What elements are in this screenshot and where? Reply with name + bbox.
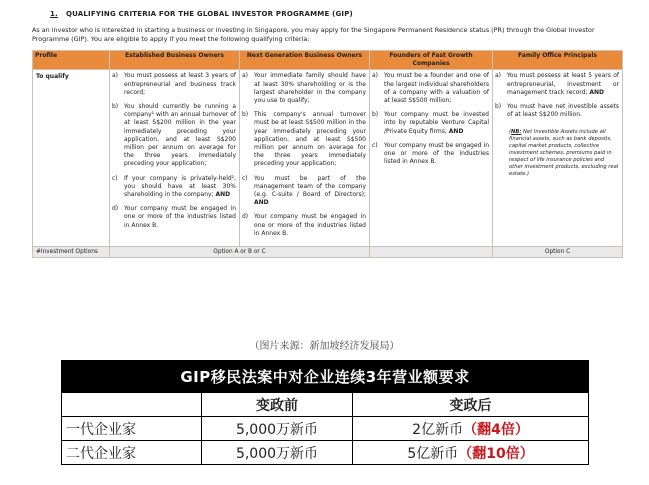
- criteria-item-text: [124, 72, 236, 97]
- comparison-title: GIP移民法案中对企业连续3年营业额要求: [62, 361, 589, 393]
- gip-document: [32, 10, 622, 258]
- criteria-item-body: You must possess at least 3 years of entrepreneurial and business track record;: [124, 72, 236, 96]
- after-value-first-gen: 2亿新币: [412, 421, 464, 438]
- nb-note: (NB: Net Investible Assets include all financial assets, such as bank deposits, capital market products, collective investment schemes, premiums paid in respect of life insurance policies and other investment products, excluding real estate.): [509, 129, 619, 178]
- criteria-item-text: [124, 175, 236, 200]
- header-family-office: Family Office Principals: [493, 51, 623, 70]
- criteria-item-body: You must be a founder and one of the largest individual shareholders of a company with a valuation of at least S$500 million;: [384, 72, 489, 105]
- criteria-item-body: You must be part of the management team of the company (e.g. C-suite / Board of Directors);: [254, 174, 366, 199]
- criteria-conjunction: AND: [254, 199, 269, 207]
- section-heading: [50, 10, 622, 18]
- after-cell-first-gen: [353, 417, 589, 441]
- founders-criteria: [370, 70, 493, 247]
- criteria-item-text: [507, 103, 619, 119]
- qualifying-criteria-table: [32, 50, 623, 258]
- criteria-conjunction: AND: [589, 88, 605, 96]
- options-empty: [370, 247, 493, 258]
- criteria-item-key: c): [372, 141, 378, 149]
- criteria-item-text: [384, 111, 489, 136]
- criteria-item-body: If your company is privately-held², you should have at least 30% shareholding in the company;: [124, 174, 236, 199]
- criteria-item-text: [384, 72, 489, 105]
- criteria-row: [33, 70, 623, 247]
- criteria-item: [112, 175, 236, 200]
- image-caption: （图片来源：新加坡经济发展局）: [249, 341, 400, 352]
- multiplier-note-second-gen: （翻10倍）: [458, 445, 534, 462]
- criteria-item: [242, 213, 366, 238]
- criteria-item-key: c): [242, 174, 248, 182]
- criteria-item-text: [254, 175, 366, 208]
- criteria-item: [495, 103, 619, 119]
- criteria-item: [372, 72, 489, 105]
- criteria-item-body: This company's annual turnover must be at least S$500 million in the year immediately preceding your application, and at least S$500 million per annum on average for the three years immediately preceding your application;: [254, 111, 366, 168]
- established-criteria: [110, 70, 240, 247]
- criteria-item-key: b): [372, 111, 379, 119]
- header-profile: Profile: [33, 51, 110, 70]
- criteria-item: [372, 142, 489, 167]
- nb-text: Net Investible Assets include all financial assets, such as bank deposits, capital market products, collective investment schemes, premiums paid in respect of life insurance policies and other investment products, excluding real estate.): [509, 129, 619, 178]
- criteria-item-key: a): [242, 72, 249, 80]
- after-cell-second-gen: [353, 441, 589, 465]
- row-label: To qualify: [33, 70, 110, 247]
- criteria-item-key: b): [112, 103, 119, 111]
- turnover-comparison-table: [61, 360, 589, 465]
- multiplier-note-first-gen: （翻4倍）: [463, 421, 529, 438]
- criteria-item: [112, 103, 236, 169]
- criteria-item-text: [254, 72, 366, 105]
- criteria-item: [242, 72, 366, 105]
- before-value-second-gen: 5,000万新币: [202, 441, 353, 465]
- investment-options-row: [33, 247, 623, 258]
- comparison-header-before: 变政前: [202, 393, 353, 417]
- criteria-item-body: Your company must be engaged in one or more of the industries listed in Annex B.: [124, 205, 236, 229]
- criteria-item-key: a): [495, 72, 502, 80]
- criteria-item-text: [384, 142, 489, 167]
- after-value-second-gen: 5亿新币: [407, 445, 459, 462]
- criteria-item: [112, 72, 236, 97]
- comparison-row-second-gen: [62, 441, 589, 465]
- intro-paragraph: As an investor who is interested in starting a business or investing in Singapore, you may apply for the Singapore Permanent Residence status (PR) through the Global Investor Programme (GIP). You are eligible to apply if you meet the following qualifying criteria:: [32, 26, 595, 43]
- comparison-header-empty: [62, 393, 202, 417]
- criteria-item-key: b): [495, 103, 502, 111]
- criteria-item-body: Your company must be engaged in one or more of the industries listed in Annex B.: [384, 141, 489, 166]
- row-label-second-gen: 二代企业家: [62, 441, 202, 465]
- criteria-item-body: You should currently be running a company¹ with an annual turnover of at least S$200 million in the year immediately preceding your application, and at least S$200 million per annum on average for the three years immediately preceding your application;: [124, 103, 236, 168]
- options-left: Option A or B or C: [110, 247, 370, 258]
- criteria-item-text: [124, 205, 236, 230]
- header-established: Established Business Owners: [110, 51, 240, 70]
- criteria-item-text: [254, 111, 366, 168]
- criteria-item-body: Your company must be engaged in one or more of the industries listed in Annex B.: [254, 213, 366, 237]
- criteria-item-text: [507, 72, 619, 97]
- criteria-item-text: [124, 103, 236, 169]
- criteria-item-text: [254, 213, 366, 238]
- comparison-row-first-gen: [62, 417, 589, 441]
- header-founders: Founders of Fast Growth Companies: [370, 51, 493, 70]
- criteria-item-key: c): [112, 174, 118, 182]
- criteria-item-key: d): [242, 213, 249, 221]
- table-header-row: [33, 51, 623, 70]
- criteria-item: [372, 111, 489, 136]
- row-label-first-gen: 一代企业家: [62, 417, 202, 441]
- criteria-item-body: Your company must be invested into by reputable Venture Capital /Private Equity firms;: [384, 111, 489, 135]
- criteria-item-key: a): [372, 72, 379, 80]
- comparison-header-after: 变政后: [353, 393, 589, 417]
- criteria-item-body: You must have net investible assets of at least S$200 million.: [507, 103, 619, 119]
- comparison-header-row: [62, 393, 589, 417]
- criteria-item-body: Your immediate family should have at least 30% shareholding or is the largest shareholder in the company you use to qualify;: [254, 72, 366, 105]
- criteria-item: [242, 175, 366, 208]
- criteria-item-key: d): [112, 205, 119, 213]
- options-right: Option C: [493, 247, 623, 258]
- criteria-conjunction: AND: [215, 191, 231, 199]
- family-office-criteria: [493, 70, 623, 247]
- criteria-conjunction: AND: [448, 127, 464, 135]
- criteria-item-body: You must possess at least 5 years of entrepreneurial, investment or management track record;: [507, 72, 619, 96]
- nb-prefix: NB:: [511, 129, 522, 136]
- options-label: #Investment Options: [33, 247, 110, 258]
- criteria-item-key: b): [242, 111, 249, 119]
- section-title: QUALIFYING CRITERIA FOR THE GLOBAL INVESTOR PROGRAMME (GIP): [65, 10, 353, 18]
- criteria-item: [112, 205, 236, 230]
- criteria-item-key: a): [112, 72, 119, 80]
- before-value-first-gen: 5,000万新币: [202, 417, 353, 441]
- criteria-item: [242, 111, 366, 168]
- header-next-gen: Next Generation Business Owners: [240, 51, 370, 70]
- criteria-item: [495, 72, 619, 97]
- next-gen-criteria: [240, 70, 370, 247]
- section-number: 1.: [50, 10, 58, 18]
